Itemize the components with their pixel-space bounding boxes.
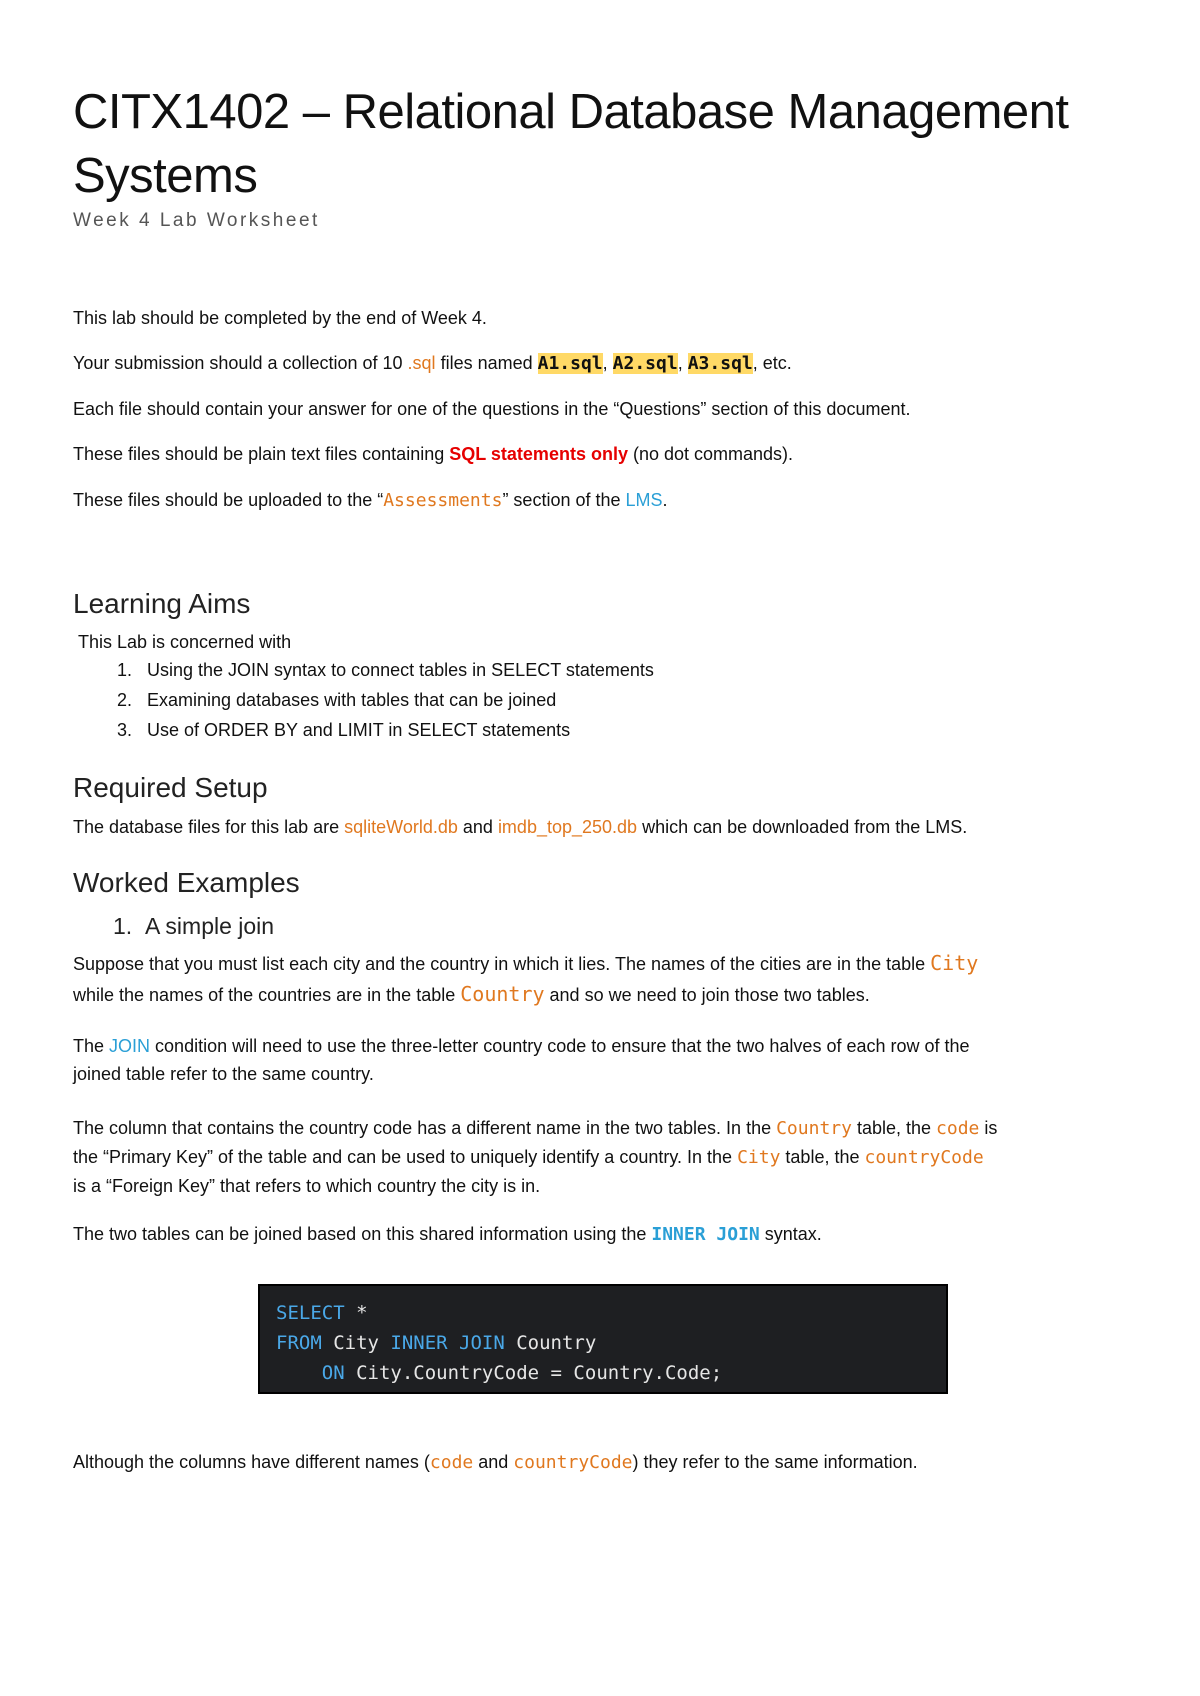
page-title: CITX1402 – Relational Database Management Systems (73, 85, 1069, 203)
code-line: SELECT * (276, 1302, 368, 1324)
intro-submission: Your submission should a collection of 10 .sql files named A1.sql, A2.sql, A3.sql, etc. (73, 353, 792, 374)
inner-join-keyword: INNER JOIN (651, 1224, 760, 1245)
column-code: code (936, 1118, 980, 1139)
learning-aims-heading: Learning Aims (73, 588, 251, 619)
learning-aims-list (73, 655, 654, 745)
column-code: code (429, 1452, 474, 1473)
column-country-code: countryCode (513, 1452, 633, 1473)
sql-extension: .sql (407, 353, 436, 373)
example-para-3: The column that contains the country code has a different name in the two tables. In the Country table, the code is the “Primary Key” of the table and can be used to uniquely identify a country. In the City table, the countryCode is a “Foreign Key” that refers to which country the city is in. (73, 1118, 998, 1196)
example-para-5: Although the columns have different names (code and countryCode) they refer to the same information. (73, 1452, 918, 1473)
table-name-country: Country (776, 1118, 852, 1139)
example-subheading: 1. A simple join (113, 913, 275, 939)
example-para-4: The two tables can be joined based on this shared information using the INNER JOIN syntax. (73, 1224, 822, 1245)
assessments-link[interactable]: Assessments (383, 490, 503, 511)
file-name-a3: A3.sql (687, 353, 753, 374)
file-name-a1: A1.sql (537, 353, 603, 374)
worked-examples-heading: Worked Examples (73, 867, 300, 898)
db-file-imdb: imdb_top_250.db (497, 817, 638, 837)
lms-link[interactable]: LMS (625, 490, 663, 510)
list-item: 1. Using the JOIN syntax to connect tables in SELECT statements (137, 655, 654, 685)
example-para-2: The JOIN condition will need to use the three-letter country code to ensure that the two halves of each row of the joined table refer to the same country. (73, 1036, 970, 1084)
page-subtitle: Week 4 Lab Worksheet (73, 210, 320, 231)
table-name-city: City (930, 951, 979, 975)
code-line: FROM City INNER JOIN Country (276, 1332, 597, 1354)
intro-each-file: Each file should contain your answer for one of the questions in the “Questions” section of this document. (73, 399, 911, 419)
intro-deadline: This lab should be completed by the end of Week 4. (73, 308, 487, 328)
table-name-country: Country (460, 982, 545, 1006)
list-item: 2. Examining databases with tables that can be joined (137, 685, 654, 715)
intro-plain-text: These files should be plain text files containing SQL statements only (no dot commands). (73, 444, 794, 464)
file-name-a2: A2.sql (612, 353, 678, 374)
learning-aims-lead: This Lab is concerned with (78, 632, 292, 652)
db-file-world: sqliteWorld.db (344, 817, 458, 837)
table-name-city: City (737, 1147, 781, 1168)
required-setup-heading: Required Setup (73, 772, 268, 803)
sql-code-block (258, 1284, 948, 1394)
join-keyword: JOIN (109, 1036, 151, 1056)
document-header (73, 80, 1143, 232)
list-item: 3. Use of ORDER BY and LIMIT in SELECT statements (137, 715, 654, 745)
sql-only-emphasis: SQL statements only (449, 444, 628, 464)
example-para-1: Suppose that you must list each city and the country in which it lies. The names of the cities are in the table City while the names of the countries are in the table Country and so we need to join those two tables. (73, 951, 979, 1006)
intro-upload: These files should be uploaded to the “Assessments” section of the LMS. (73, 490, 668, 511)
code-line: ON City.CountryCode = Country.Code; (321, 1362, 723, 1384)
column-country-code: countryCode (864, 1147, 984, 1168)
setup-text: The database files for this lab are sqliteWorld.db and imdb_top_250.db which can be downloaded from the LMS. (73, 817, 968, 837)
